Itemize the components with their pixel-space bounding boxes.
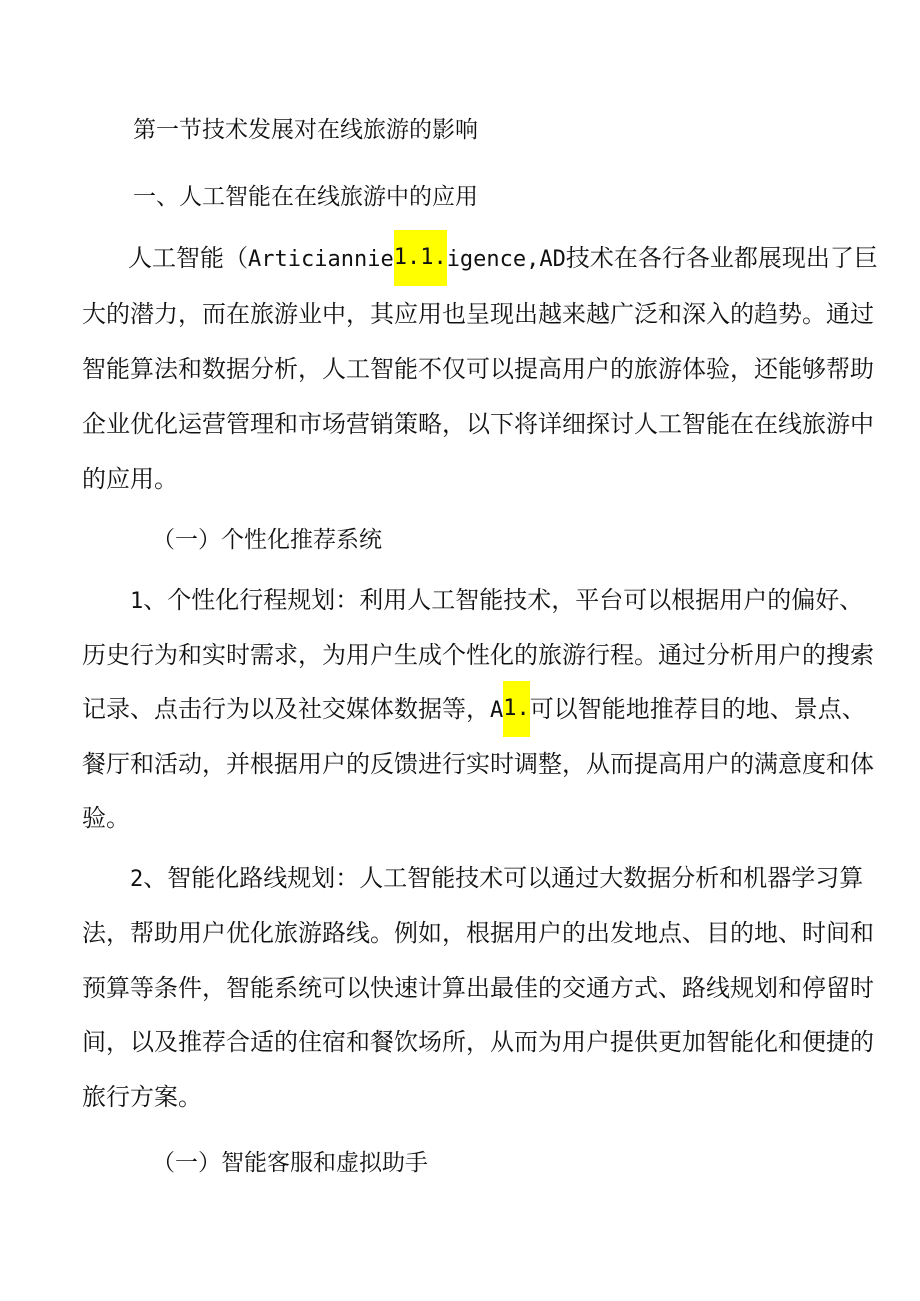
item1-line-3: [82, 692, 866, 726]
highlighted-text: 1.: [503, 681, 530, 737]
intro-text-part: 技术在各行各业都展现出了巨: [565, 244, 878, 272]
intro-english-term: Articiannie: [248, 247, 394, 272]
intro-text-part: 人工智能（: [128, 244, 248, 272]
intro-line-3: 智能算法和数据分析，人工智能不仅可以提高用户的旅游体验，还能够帮助: [82, 355, 874, 383]
item1-line-1: [130, 583, 863, 617]
item1-text-part: 记录、点击行为以及社交媒体数据等，: [82, 695, 490, 723]
item2-line-4: 间，以及推荐合适的住宿和餐饮场所，从而为用户提供更加智能化和便捷的: [82, 1028, 874, 1056]
heading-ai-application: 一、人工智能在在线旅游中的应用: [133, 184, 478, 210]
intro-english-term-end: igence,AD: [446, 247, 566, 272]
intro-line-2: 大的潜力，而在旅游业中，其应用也呈现出越来越广泛和深入的趋势。通过: [82, 300, 874, 328]
intro-line-4: 企业优化运营管理和市场营销策略，以下将详细探讨人工智能在在线旅游中: [82, 410, 874, 438]
item2-line-5: 旅行方案。: [82, 1083, 202, 1111]
item2-number: 2: [130, 867, 144, 892]
item1-line-2: 历史行为和实时需求，为用户生成个性化的旅游行程。通过分析用户的搜索: [82, 641, 874, 669]
highlighted-text: 1.1.: [394, 230, 447, 286]
item1-text-part: 可以智能地推荐目的地、景点、: [529, 695, 866, 723]
item2-text: 、智能化路线规划：人工智能技术可以通过大数据分析和机器学习算: [143, 864, 864, 892]
item2-line-3: 预算等条件，智能系统可以快速计算出最佳的交通方式、路线规划和停留时: [82, 974, 874, 1002]
item2-line-1: [130, 861, 863, 895]
subheading-personalized-recommendation: （一）个性化推荐系统: [152, 527, 382, 553]
subheading-smart-customer-service: （一）智能客服和虚拟助手: [152, 1150, 428, 1176]
intro-line-1: [128, 241, 878, 275]
intro-line-5: 的应用。: [82, 465, 178, 493]
item1-number: 1: [130, 589, 144, 614]
section-title: 第一节技术发展对在线旅游的影响: [133, 117, 478, 143]
item1-line-5: 验。: [82, 804, 130, 832]
item1-text: 、个性化行程规划：利用人工智能技术，平台可以根据用户的偏好、: [143, 586, 864, 614]
item2-line-2: 法，帮助用户优化旅游路线。例如，根据用户的出发地点、目的地、时间和: [82, 919, 874, 947]
item1-letter: A: [490, 698, 504, 723]
item1-line-4: 餐厅和活动，并根据用户的反馈进行实时调整，从而提高用户的满意度和体: [82, 750, 874, 778]
